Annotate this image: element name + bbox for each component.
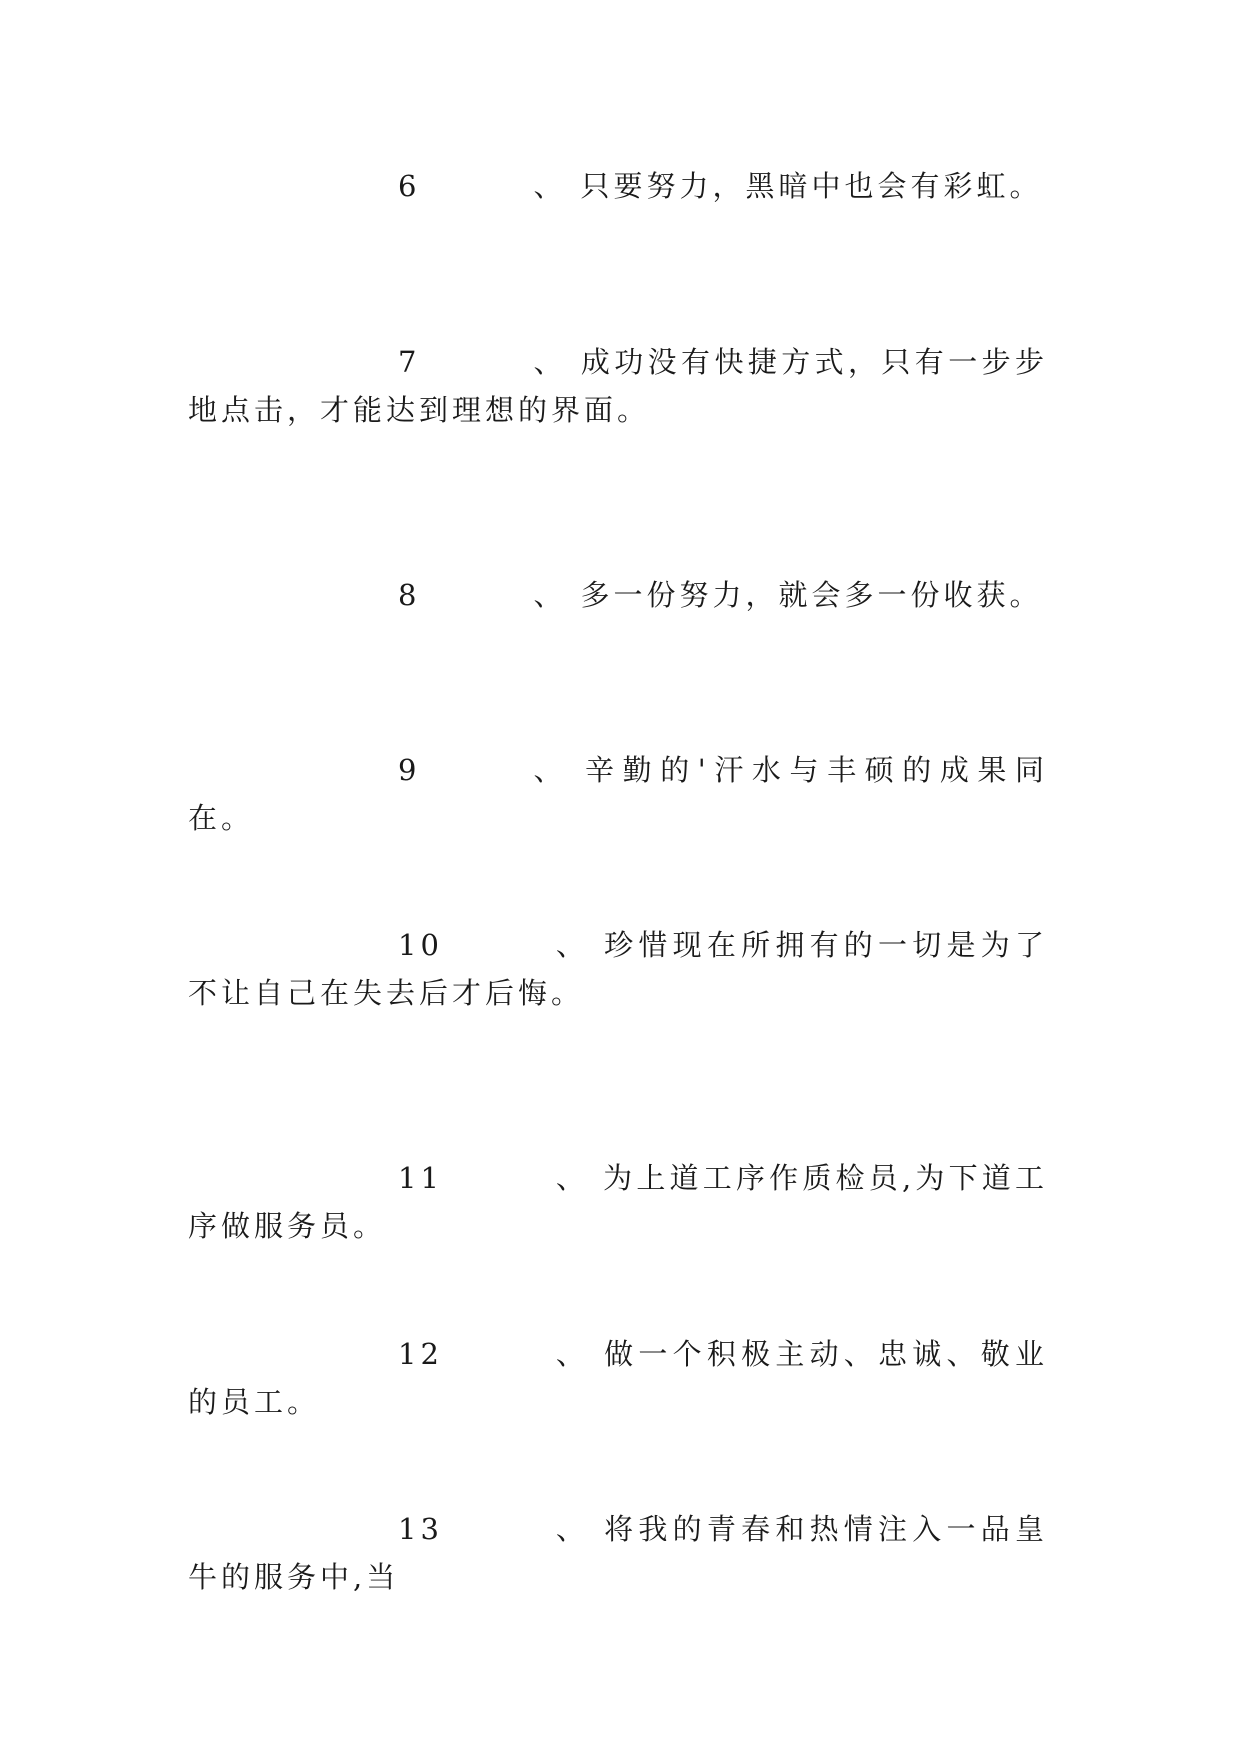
list-item (188, 338, 1048, 434)
item-number: 6 (398, 169, 421, 203)
list-item (188, 1505, 1048, 1601)
item-separator: 、 (555, 928, 589, 962)
item-text: 为上道工序作质检员,为下道工序做服务员。 (188, 1161, 1048, 1243)
list-item (188, 1330, 1048, 1426)
item-number: 9 (398, 753, 421, 787)
item-number: 8 (398, 578, 421, 612)
item-number: 13 (398, 1512, 443, 1546)
item-text: 做一个积极主动、忠诚、敬业的员工。 (188, 1337, 1048, 1419)
item-separator: 、 (533, 345, 567, 379)
item-separator: 、 (533, 753, 567, 787)
list-item (188, 746, 1048, 842)
list-item (188, 571, 1048, 619)
item-text: 将我的青春和热情注入一品皇牛的服务中,当 (188, 1512, 1048, 1594)
item-separator: 、 (555, 1512, 589, 1546)
item-number: 11 (398, 1161, 443, 1195)
item-separator: 、 (555, 1337, 589, 1371)
list-item (188, 162, 1048, 210)
item-text: 辛勤的'汗水与丰硕的成果同在。 (188, 753, 1048, 835)
item-text: 珍惜现在所拥有的一切是为了不让自己在失去后才后悔。 (188, 928, 1048, 1010)
item-text: 多一份努力，就会多一份收获。 (580, 578, 1043, 612)
item-separator: 、 (533, 578, 567, 612)
item-number: 7 (398, 345, 421, 379)
item-number: 12 (398, 1337, 443, 1371)
list-item (188, 921, 1048, 1017)
item-text: 只要努力，黑暗中也会有彩虹。 (580, 169, 1043, 203)
list-item (188, 1154, 1048, 1250)
item-number: 10 (398, 928, 443, 962)
item-separator: 、 (555, 1161, 589, 1195)
item-text: 成功没有快捷方式，只有一步步地点击，才能达到理想的界面。 (188, 345, 1048, 427)
item-separator: 、 (533, 169, 567, 203)
